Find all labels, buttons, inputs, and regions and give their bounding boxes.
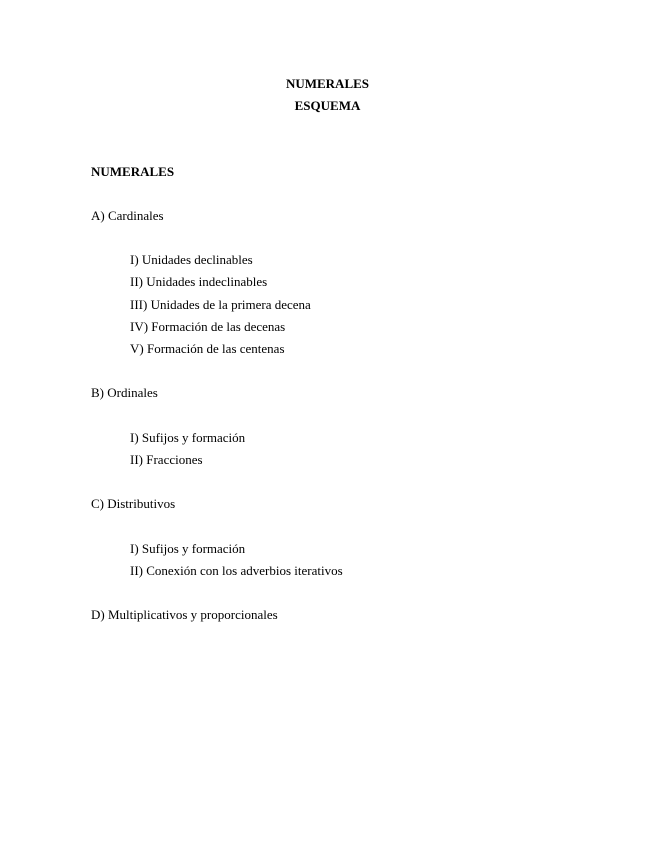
list-item: I) Sufijos y formación [130, 430, 246, 445]
document-subtitle: ESQUEMA [294, 98, 361, 113]
list-item: IV) Formación de las decenas [130, 319, 286, 334]
list-item: II) Conexión con los adverbios iterativos [130, 563, 343, 578]
list-item: V) Formación de las centenas [130, 341, 285, 356]
list-item: I) Sufijos y formación [130, 541, 246, 556]
section-label-cardinales: A) Cardinales [91, 208, 164, 223]
list-item: II) Fracciones [130, 452, 203, 467]
section-heading: NUMERALES [91, 164, 175, 179]
section-label-distributivos: C) Distributivos [91, 496, 176, 511]
section-label-ordinales: B) Ordinales [91, 385, 158, 400]
list-item: III) Unidades de la primera decena [130, 297, 311, 312]
list-item: I) Unidades declinables [130, 252, 253, 267]
section-label-multiplicativos: D) Multiplicativos y proporcionales [91, 607, 278, 622]
document-title: NUMERALES [285, 76, 370, 91]
list-item: II) Unidades indeclinables [130, 274, 268, 289]
